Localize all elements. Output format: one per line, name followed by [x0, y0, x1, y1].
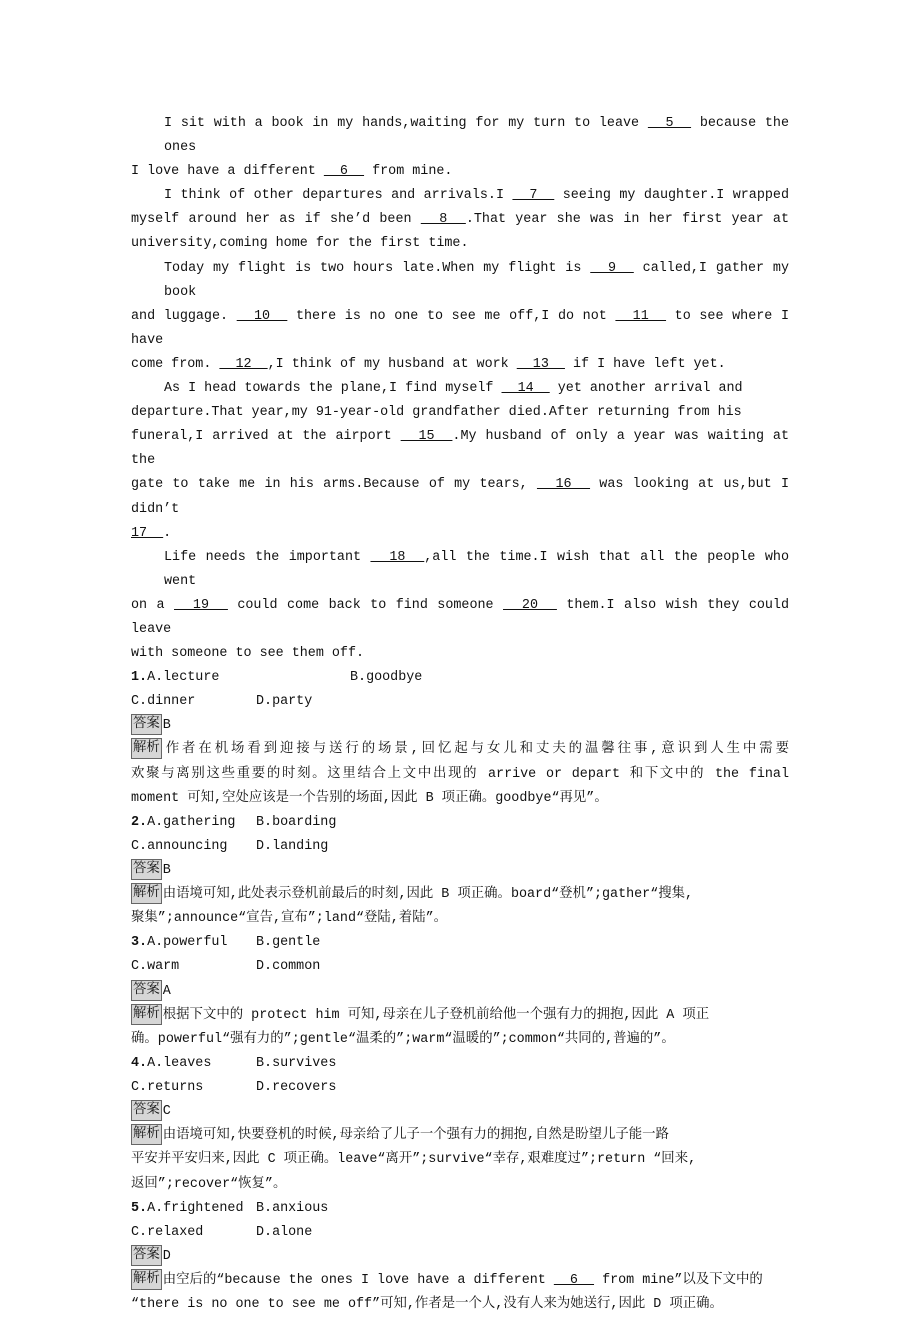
- option-A: A.leaves: [147, 1055, 212, 1071]
- text-line: [131, 1293, 789, 1317]
- text-segment: because the ones: [164, 116, 789, 156]
- option-cell: [131, 835, 256, 859]
- text-line: [131, 208, 789, 232]
- answer-label: 答案: [131, 980, 162, 1001]
- answer-value: B: [162, 718, 171, 734]
- answer-label: 答案: [131, 859, 162, 880]
- text-segment: funeral,I arrived at the airport: [131, 429, 401, 445]
- text-line: [131, 738, 789, 762]
- options-row: [131, 1197, 789, 1221]
- blank-5: 5: [647, 116, 692, 131]
- options-row: [131, 835, 789, 859]
- blank-19: 19: [174, 597, 228, 613]
- option-D: D.party: [256, 694, 313, 710]
- text-segment: As I head towards the plane,I find myself: [164, 381, 502, 397]
- option-cell: [131, 955, 256, 979]
- question-list: [131, 666, 789, 1317]
- text-line: [131, 546, 789, 594]
- text-line: [131, 425, 789, 473]
- blank-15: 15: [400, 429, 453, 445]
- option-A: A.gathering: [147, 814, 236, 830]
- options-row: [131, 690, 789, 714]
- text-segment: I love have a different: [131, 164, 324, 180]
- text-line: [131, 473, 789, 521]
- question-3: [131, 931, 789, 1052]
- text-line: [131, 112, 789, 160]
- text-segment: there is no one to see me off,I do not: [287, 308, 616, 324]
- answer-row: [131, 714, 789, 738]
- option-A: A.lecture: [147, 670, 220, 686]
- analysis-label: 解析: [131, 883, 162, 904]
- cloze-passage: [131, 112, 789, 666]
- blank-12: 12: [219, 356, 268, 372]
- text-segment: university,coming home for the first time.: [131, 236, 469, 252]
- blank-7: 7: [512, 188, 555, 204]
- text-segment: seeing my daughter.I wrapped: [554, 188, 789, 204]
- answer-value: D: [162, 1248, 171, 1264]
- analysis-label: 解析: [131, 738, 162, 759]
- text-line: [131, 184, 789, 208]
- text-segment: to see where I have: [131, 308, 789, 348]
- blank-13: 13: [516, 356, 565, 372]
- text-segment: ,all the time.I wish that all the people who went: [164, 549, 789, 589]
- option-D: D.common: [256, 959, 321, 975]
- blank-9: 9: [590, 260, 634, 276]
- question-1: [131, 666, 789, 811]
- answer-row: [131, 859, 789, 883]
- options-row: [131, 1221, 789, 1245]
- options-row: [131, 931, 789, 955]
- answer-value: B: [162, 863, 171, 879]
- text-segment: 平安并平安归来,因此 C 项正确。leave“离开”;survive“幸存,艰难度过”;return “回来,: [131, 1152, 697, 1168]
- answer-value: C: [162, 1104, 171, 1120]
- blank-11: 11: [615, 308, 667, 324]
- option-C: C.warm: [131, 959, 180, 975]
- options-row: [131, 1076, 789, 1100]
- options-row: [131, 1052, 789, 1076]
- text-segment: .That year she was in her first year at: [465, 212, 789, 228]
- text-segment: 由空后的“because the ones I love have a different: [162, 1272, 554, 1288]
- analysis-label: 解析: [131, 1004, 162, 1025]
- text-line: [131, 257, 789, 305]
- text-line: [131, 1124, 789, 1148]
- question-4: [131, 1052, 789, 1197]
- text-segment: from mine.: [364, 164, 453, 180]
- options-row: [131, 955, 789, 979]
- options-row: [131, 811, 789, 835]
- text-segment: 欢聚与离别这些重要的时刻。这里结合上文中出现的 arrive or depart 和下文中的 the final: [131, 766, 789, 782]
- text-segment: with someone to see them off.: [131, 646, 365, 662]
- blank-6: 6: [553, 1272, 595, 1288]
- text-segment: was looking at us,but I didn’t: [131, 477, 790, 517]
- text-line: [131, 1173, 789, 1197]
- question-number: 5.: [131, 1200, 148, 1216]
- text-segment: moment 可知,空处应该是一个告别的场面,因此 B 项正确。goodbye“再见”。: [131, 790, 608, 806]
- option-C: C.dinner: [131, 694, 196, 710]
- blank-14: 14: [501, 381, 550, 397]
- text-line: [131, 883, 789, 907]
- text-segment: 由语境可知,此处表示登机前最后的时刻,因此 B 项正确。board“登机”;gather“搜集,: [162, 887, 694, 903]
- text-segment: 根据下文中的 protect him 可知,母亲在儿子登机前给他一个强有力的拥抱,因此 A 项正: [162, 1007, 710, 1023]
- text-segment: departure.That year,my 91-year-old grandfather died.After returning from his: [131, 405, 742, 421]
- question-2: [131, 811, 789, 932]
- option-cell: [131, 811, 256, 835]
- option-C: C.relaxed: [131, 1224, 204, 1240]
- text-segment: on a: [131, 597, 175, 613]
- blank-8: 8: [420, 212, 466, 228]
- text-segment: come from.: [131, 356, 220, 372]
- text-segment: 确。powerful“强有力的”;gentle“温柔的”;warm“温暖的”;common“共同的,普遍的”。: [131, 1031, 675, 1047]
- option-D: D.recovers: [256, 1080, 337, 1096]
- text-line: [131, 763, 789, 787]
- answer-label: 答案: [131, 714, 162, 735]
- text-segment: 作者在机场看到迎接与送行的场景,回忆起与女儿和丈夫的温馨往事,意识到人生中需要: [162, 742, 789, 758]
- question-number: 3.: [131, 935, 148, 951]
- text-segment: 由语境可知,快要登机的时候,母亲给了儿子一个强有力的拥抱,自然是盼望儿子能一路: [162, 1128, 669, 1144]
- option-C: C.returns: [131, 1080, 204, 1096]
- option-B: B.survives: [256, 1055, 337, 1071]
- option-cell: [131, 931, 256, 955]
- option-B: B.anxious: [256, 1200, 329, 1216]
- option-A: A.powerful: [147, 935, 228, 951]
- question-5: [131, 1197, 789, 1317]
- text-line: [131, 1269, 789, 1293]
- text-segment: could come back to find someone: [227, 597, 504, 613]
- text-line: [131, 907, 789, 931]
- blank-16: 16: [536, 477, 591, 493]
- option-D: D.alone: [256, 1224, 313, 1240]
- text-line: [131, 787, 789, 811]
- text-segment: ,I think of my husband at work: [267, 356, 517, 372]
- text-line: [131, 522, 789, 546]
- text-segment: .: [163, 525, 172, 541]
- option-C: C.announcing: [131, 838, 228, 854]
- blank-6: 6: [323, 164, 365, 180]
- text-line: [131, 642, 789, 666]
- option-A: A.frightened: [147, 1200, 244, 1216]
- text-segment: them.I also wish they could leave: [131, 597, 789, 637]
- question-number: 2.: [131, 814, 148, 830]
- text-line: [131, 1028, 789, 1052]
- text-line: [131, 305, 789, 353]
- text-segment: I sit with a book in my hands,waiting for my turn to leave: [164, 116, 648, 131]
- option-cell: [131, 690, 256, 714]
- answer-row: [131, 1100, 789, 1124]
- blank-17: 17: [131, 525, 164, 541]
- text-segment: “there is no one to see me off”可知,作者是一个人,没有人来为她送行,因此 D 项正确。: [131, 1297, 723, 1313]
- text-segment: I think of other departures and arrivals.I: [164, 188, 513, 204]
- text-line: [131, 401, 789, 425]
- option-cell: [131, 1197, 256, 1221]
- option-cell: [131, 1221, 256, 1245]
- option-B: B.boarding: [256, 814, 337, 830]
- answer-label: 答案: [131, 1100, 162, 1121]
- blank-18: 18: [370, 549, 425, 565]
- option-D: D.landing: [256, 838, 329, 854]
- option-cell: [131, 1052, 256, 1076]
- document-body: [131, 112, 789, 1317]
- text-line: [131, 160, 789, 184]
- text-line: [131, 1004, 789, 1028]
- option-B: B.gentle: [256, 935, 321, 951]
- blank-20: 20: [503, 597, 557, 613]
- text-segment: 返回”;recover“恢复”。: [131, 1176, 287, 1192]
- text-segment: myself around her as if she’d been: [131, 212, 421, 228]
- text-segment: and luggage.: [131, 308, 237, 324]
- answer-row: [131, 980, 789, 1004]
- analysis-label: 解析: [131, 1269, 162, 1290]
- question-number: 1.: [131, 670, 148, 686]
- text-line: [131, 232, 789, 256]
- answer-row: [131, 1245, 789, 1269]
- options-row: [131, 666, 789, 690]
- text-segment: 聚集”;announce“宣告,宣布”;land“登陆,着陆”。: [131, 911, 448, 927]
- blank-10: 10: [236, 308, 288, 324]
- question-number: 4.: [131, 1055, 148, 1071]
- text-line: [131, 353, 789, 377]
- option-cell: [131, 666, 350, 690]
- answer-value: A: [162, 983, 171, 999]
- text-segment: if I have left yet.: [564, 356, 726, 372]
- text-line: [131, 594, 789, 642]
- text-line: [131, 377, 789, 401]
- text-segment: Life needs the important: [164, 549, 371, 565]
- text-line: [131, 1148, 789, 1172]
- text-segment: .My husband of only a year was waiting at the: [131, 429, 790, 469]
- option-cell: [131, 1076, 256, 1100]
- text-segment: from mine”以及下文中的: [594, 1272, 763, 1288]
- text-segment: called,I gather my book: [164, 260, 789, 300]
- text-segment: gate to take me in his arms.Because of my tears,: [131, 477, 537, 493]
- text-segment: yet another arrival and: [549, 381, 743, 397]
- option-B: B.goodbye: [350, 670, 423, 686]
- answer-label: 答案: [131, 1245, 162, 1266]
- text-segment: Today my flight is two hours late.When my flight is: [164, 260, 591, 276]
- analysis-label: 解析: [131, 1124, 162, 1145]
